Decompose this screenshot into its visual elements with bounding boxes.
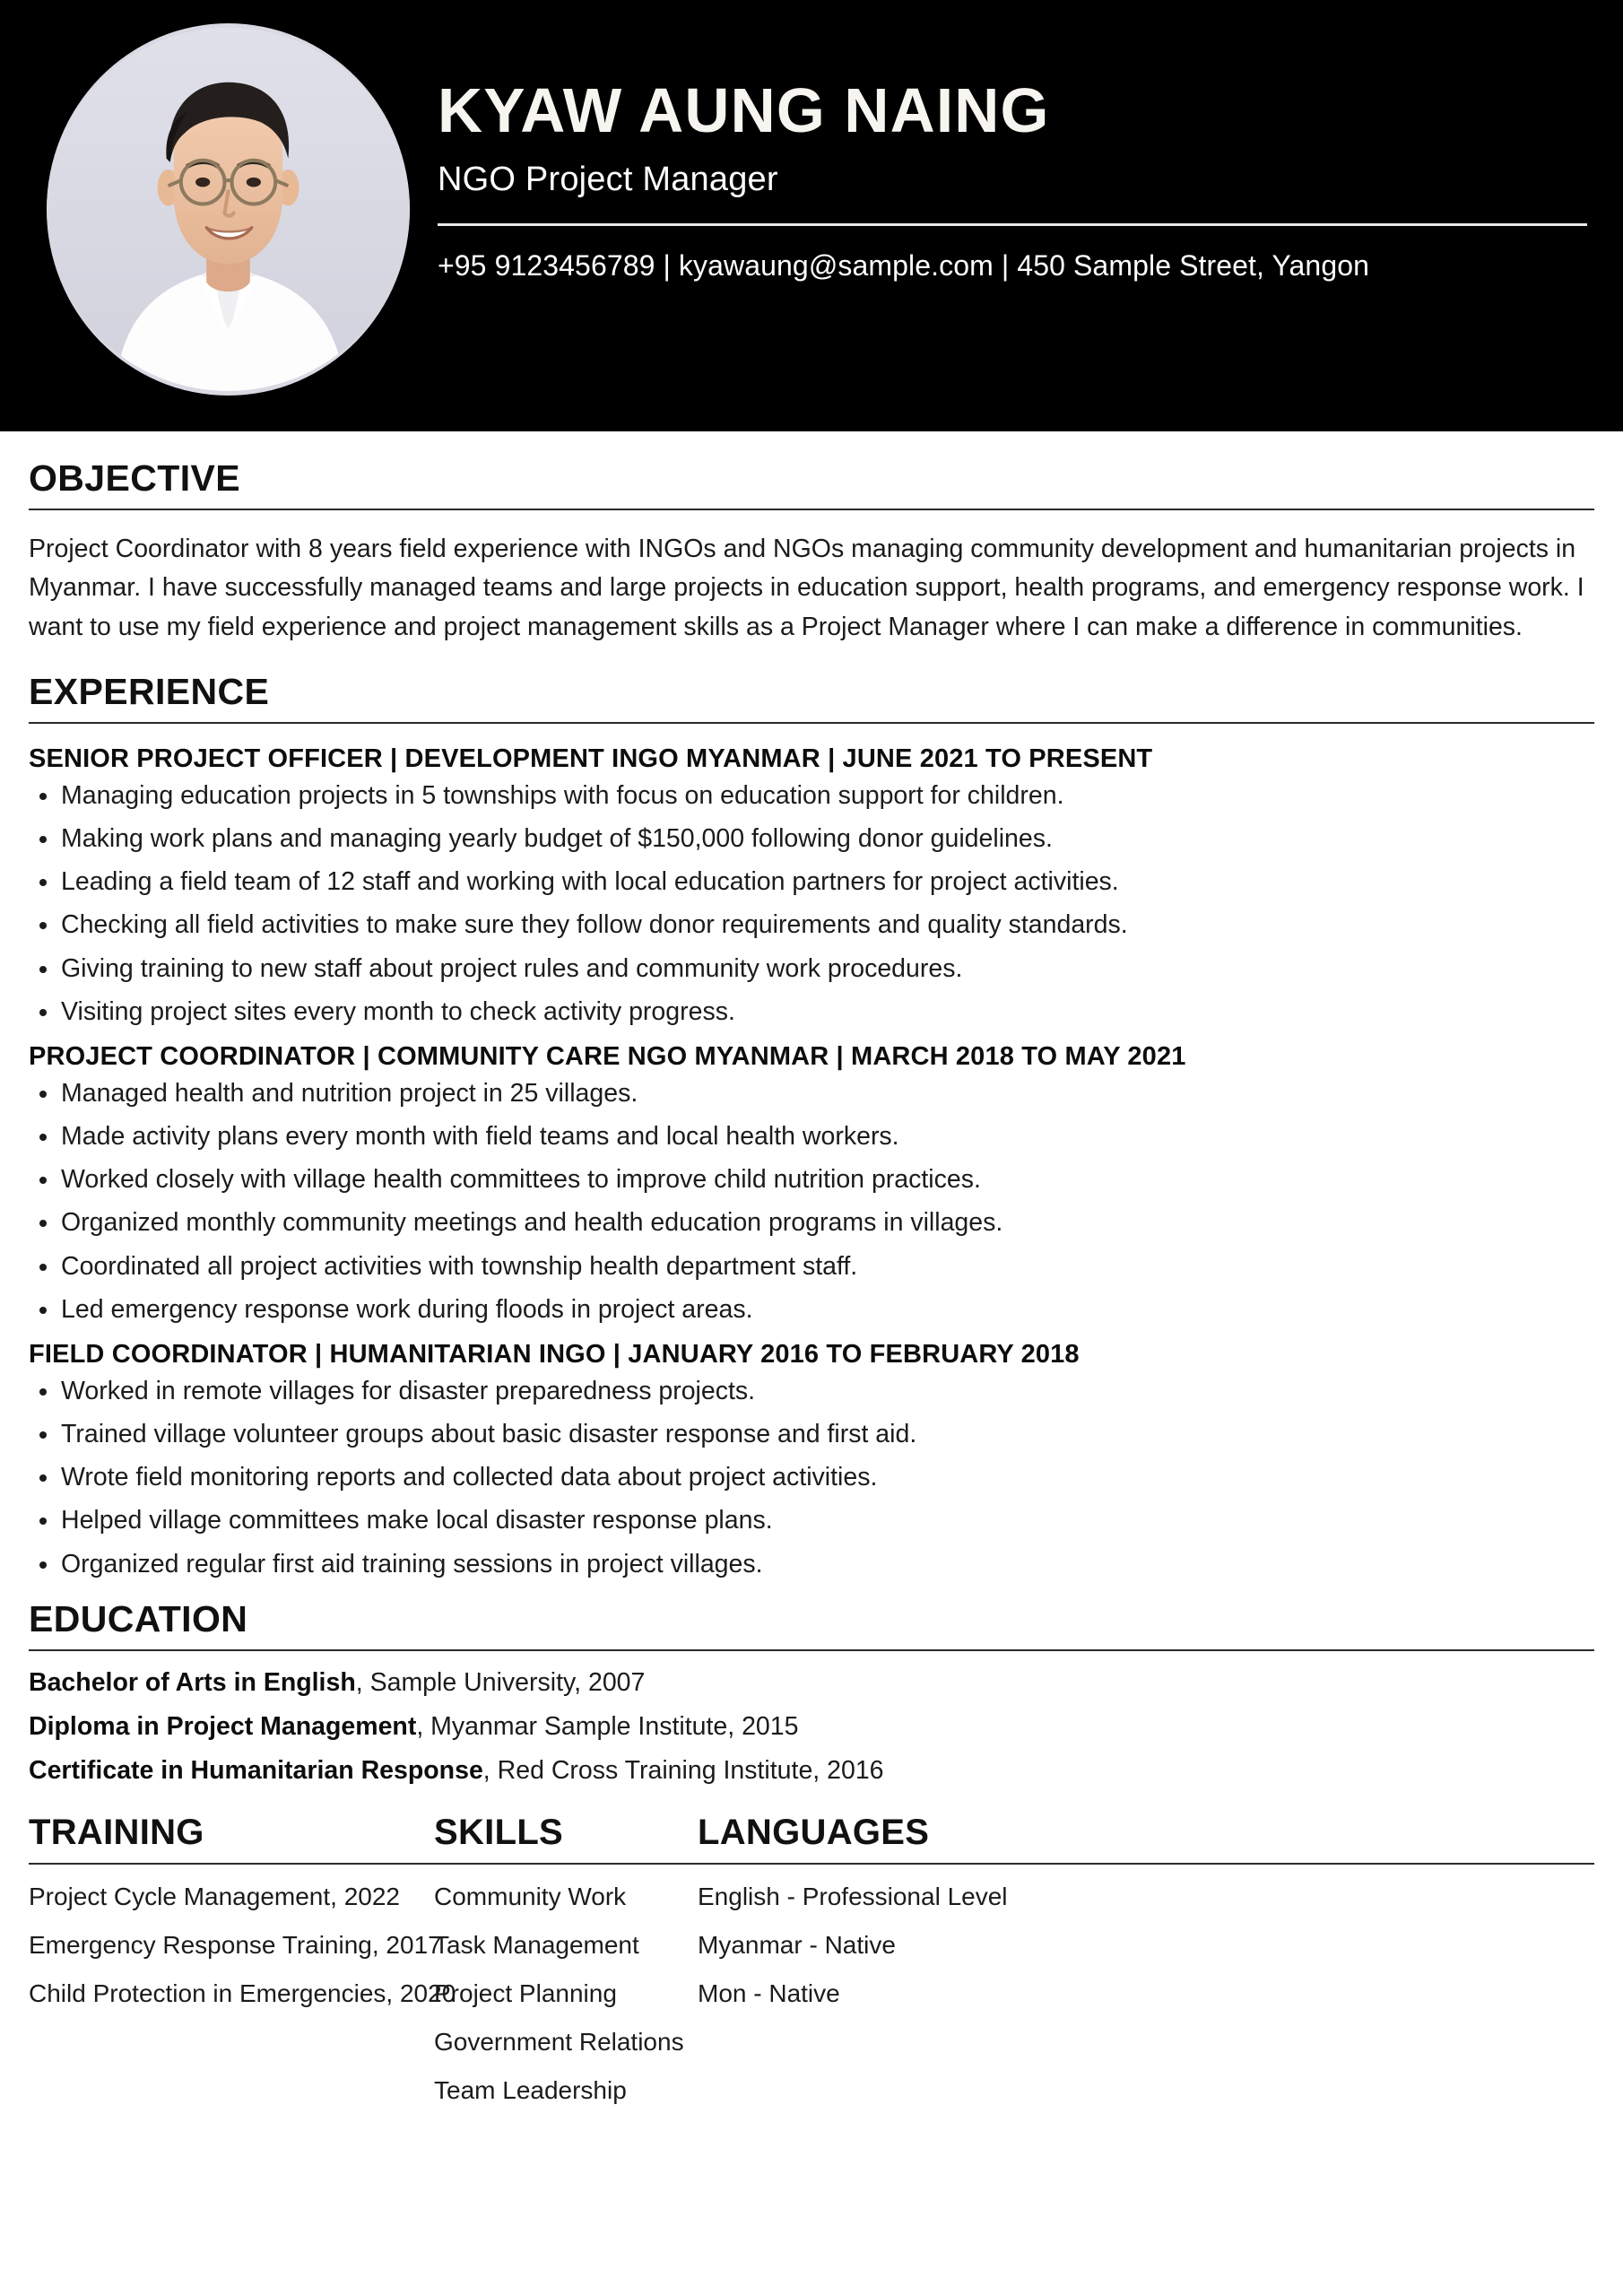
list-item: Worked closely with village health committees to improve child nutrition practices. [29,1166,1594,1193]
list-item: Checking all field activities to make sure they follow donor requirements and quality standards. [29,911,1594,938]
education-item [29,1757,1594,1784]
section-training-skills-languages [29,1804,1594,2126]
list-item: Organized monthly community meetings and health education programs in villages. [29,1209,1594,1236]
skills-list [434,1884,698,2126]
education-details: , Myanmar Sample Institute, 2015 [416,1711,799,1741]
skills-heading: SKILLS [434,1813,564,1853]
experience-heading: EXPERIENCE [29,670,270,712]
experience-entry-bullets [29,782,1594,1025]
list-item: Team Leadership [434,2076,627,2105]
header-text-block [438,75,1585,283]
education-details: , Sample University, 2007 [355,1667,646,1697]
list-item: Organized regular first aid training sessions in project villages. [29,1551,1594,1578]
header-divider [438,223,1587,226]
resume-body [0,457,1623,2126]
list-item: Mon - Native [698,1979,840,2008]
list-item: Project Planning [434,1979,617,2008]
objective-rule [29,509,1594,510]
list-item: Myanmar - Native [698,1931,896,1960]
training-list [29,1883,456,2126]
experience-entry [29,744,1594,1025]
education-details: , Red Cross Training Institute, 2016 [482,1756,884,1786]
objective-paragraph: Project Coordinator with 8 years field experience with INGOs and NGOs managing community development and humanitarian projects in Myanmar. I have successfully managed teams and large projects in education support, health programs, and emergency response work. I want to use my field experience and project management skills as a Project Manager where I can make a difference in communities. [29,535,1584,641]
experience-entry [29,1339,1594,1578]
profile-photo-illustration [47,23,410,396]
list-item: Leading a field team of 12 staff and working with local education partners for project activities. [29,868,1594,895]
list-item: Task Management [434,1931,639,1960]
experience-entry [29,1041,1594,1323]
list-item: Coordinated all project activities with township health department staff. [29,1253,1594,1280]
list-item: Child Protection in Emergencies, 2020 [29,1979,456,2008]
avatar [47,23,410,396]
contact-line: +95 9123456789 | kyawaung@sample.com | 450 Sample Street, Yangon [438,249,1370,283]
section-objective [29,457,1594,647]
section-education [29,1597,1594,1786]
education-list [29,1669,1594,1785]
list-item: Made activity plans every month with field teams and local health workers. [29,1123,1594,1150]
languages-heading: LANGUAGES [698,1813,930,1853]
tri-column-body [29,1884,1594,2126]
list-item: Worked in remote villages for disaster preparedness projects. [29,1378,1594,1405]
tri-column-rule [29,1863,1594,1865]
list-item: Emergency Response Training, 2017 [29,1931,442,1960]
page-title: KYAW AUNG NAING [438,75,1050,145]
list-item: Community Work [434,1883,627,1911]
training-heading: TRAINING [29,1813,204,1853]
objective-body [29,530,1594,647]
list-item: English - Professional Level [698,1883,1008,1911]
experience-entry-bullets [29,1080,1594,1323]
objective-heading: OBJECTIVE [29,457,240,499]
tri-column-headings [29,1804,1594,1853]
list-item: Visiting project sites every month to check activity progress. [29,998,1594,1025]
header-job-title: NGO Project Manager [438,161,778,199]
experience-rule [29,722,1594,724]
list-item: Government Relations [434,2028,684,2057]
experience-entry-heading: SENIOR PROJECT OFFICER | DEVELOPMENT INGO MYANMAR | JUNE 2021 TO PRESENT [29,744,1153,773]
list-item: Wrote field monitoring reports and collected data about project activities. [29,1464,1594,1491]
education-degree: Certificate in Humanitarian Response [29,1756,483,1786]
list-item: Trained village volunteer groups about basic disaster response and first aid. [29,1421,1594,1448]
education-degree: Diploma in Project Management [29,1711,417,1741]
list-item: Making work plans and managing yearly budget of $150,000 following donor guidelines. [29,825,1594,852]
languages-list [698,1884,1594,2126]
education-degree: Bachelor of Arts in English [29,1667,356,1697]
list-item: Led emergency response work during floods in project areas. [29,1296,1594,1323]
list-item: Managed health and nutrition project in 25 villages. [29,1080,1594,1107]
experience-entry-bullets [29,1378,1594,1578]
education-heading: EDUCATION [29,1597,248,1639]
education-item [29,1713,1594,1740]
experience-entry-heading: FIELD COORDINATOR | HUMANITARIAN INGO | JANUARY 2016 TO FEBRUARY 2018 [29,1339,1080,1369]
list-item: Managing education projects in 5 townships with focus on education support for children. [29,782,1594,809]
section-experience [29,670,1594,1578]
education-item [29,1669,1594,1696]
list-item: Project Cycle Management, 2022 [29,1883,400,1911]
education-rule [29,1649,1594,1651]
list-item: Giving training to new staff about project rules and community work procedures. [29,955,1594,982]
resume-header [0,0,1623,431]
list-item: Helped village committees make local disaster response plans. [29,1507,1594,1534]
experience-entry-heading: PROJECT COORDINATOR | COMMUNITY CARE NGO MYANMAR | MARCH 2018 TO MAY 2021 [29,1041,1186,1071]
